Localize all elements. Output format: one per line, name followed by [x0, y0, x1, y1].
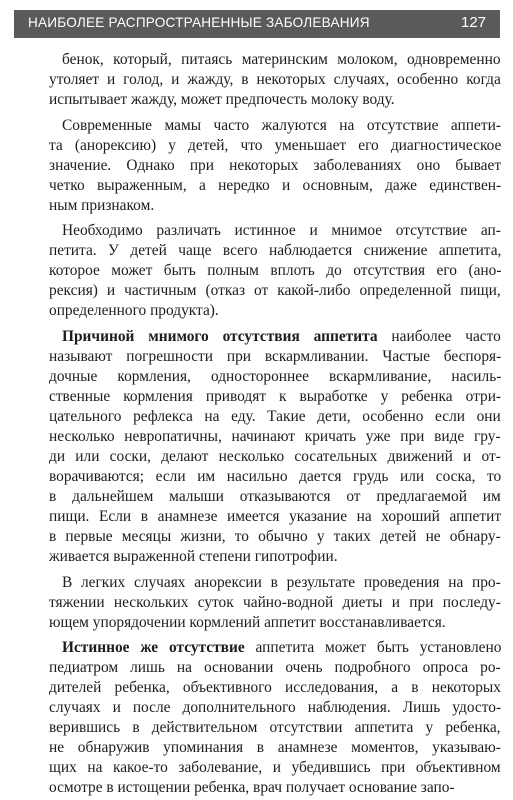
line-text: Современные мамы часто жалуются на отсутствие аппети- [62, 117, 501, 134]
text-line [49, 507, 501, 527]
line-text: ющем упорядочении кормлений аппетит восстанавливается. [49, 614, 446, 631]
text-line [49, 301, 219, 321]
text-line [49, 281, 501, 301]
text-line [49, 487, 501, 507]
text-line [62, 221, 501, 241]
text-line [49, 427, 501, 447]
line-text: утоляет и голод, и жажду, в некоторых случаях, особенно когда [49, 71, 501, 88]
line-text: ным признаком. [49, 197, 155, 214]
text-line [49, 447, 501, 467]
text-line [62, 116, 501, 136]
line-text: испытывает жажду, может предпочесть молоку воду. [49, 91, 395, 108]
text-line [49, 241, 501, 261]
line-text: случаях и после дополнительного наблюдения. Лишь удосто- [49, 699, 502, 716]
line-text: педиатром лишь на основании очень подробного опроса ро- [49, 659, 501, 676]
text-line [49, 678, 501, 698]
line-text: в дальнейшем малыши отказываются от предлагаемой им [49, 488, 501, 505]
text-line [49, 261, 501, 281]
line-text: определенного продукта). [49, 302, 219, 319]
text-line [49, 698, 501, 718]
line-text: рексия) и частичным (отказ от какой-либо определенной пищи, [49, 282, 501, 299]
text-line [49, 347, 501, 367]
line-text: цательного рефлекса на еду. Такие дети, особенно если они [49, 408, 501, 425]
text-line [49, 527, 501, 547]
text-line [49, 407, 501, 427]
text-line [49, 467, 501, 487]
text-line [49, 613, 446, 633]
text-line [49, 367, 501, 387]
text-line [49, 758, 501, 778]
line-text: которое может быть полным вплоть до отсутствия его (ано- [49, 262, 502, 279]
text-line [49, 176, 501, 196]
text-line [49, 718, 501, 738]
line-text: дителей ребенка, объективного исследования, а в некоторых [49, 679, 501, 696]
line-text: щих на какое-то заболевание, и убедившись при объективном [49, 759, 501, 776]
text-line [49, 196, 154, 216]
line-text: живается выраженной степени гипотрофии. [49, 548, 338, 565]
line-text: не обнаружив упоминания в анамнезе моментов, указываю- [49, 739, 501, 756]
line-text: дочные кормления, одностороннее вскармливание, насиль- [49, 368, 502, 385]
text-line [49, 90, 395, 110]
line-text: несколько невропатичны, начинают кричать уже при виде гру- [49, 428, 501, 445]
text-line [49, 658, 501, 678]
line-text: ственные кормления приводят к выработке у ребенка отри- [49, 388, 502, 405]
text-line [62, 327, 501, 347]
line-text: аппетита может быть установлено [244, 639, 502, 656]
line-text: называют погрешности при вскармливании. Частые беспоря- [49, 348, 502, 365]
text-line [62, 638, 501, 658]
text-line [49, 156, 501, 176]
section-title: НАИБОЛЕЕ РАСПРОСТРАНЕННЫЕ ЗАБОЛЕВАНИЯ [28, 15, 370, 30]
line-text: наиболее часто [377, 328, 501, 345]
text-line [49, 738, 501, 758]
line-text: осмотре в истощении ребенка, врач получает основание запо- [49, 779, 455, 796]
text-line [49, 547, 338, 567]
line-text: та (анорексию) у детей, что уменьшает его диагностическое [49, 137, 502, 154]
line-text: ди или соски, делают несколько сосательных движений и от- [49, 448, 501, 465]
line-text: в первые месяцы жизни, то обычно у таких детей не обнару- [49, 528, 501, 545]
text-line [49, 778, 455, 798]
line-text: значение. Однако при некоторых заболеваниях оно бывает [49, 157, 502, 174]
line-text: четко выраженным, а нередко и основным, даже единствен- [49, 177, 502, 194]
line-text: Необходимо различать истинное и мнимое отсутствие ап- [62, 222, 501, 239]
bold-term: Истинное же отсутствие [62, 639, 245, 656]
line-text: тяжении нескольких суток чайно-водной диеты и при последу- [49, 594, 501, 611]
text-line [62, 50, 501, 70]
line-text: петита. У детей чаще всего наблюдается снижение аппетита, [49, 242, 502, 259]
line-text: верившись в действительном отсутствии аппетита у ребенка, [49, 719, 501, 736]
line-text: пищи. Если в анамнезе имеется указание на хороший аппетит [49, 508, 502, 525]
text-line [49, 593, 501, 613]
line-text: В легких случаях анорексии в результате проведения на про- [62, 574, 501, 591]
text-line [49, 387, 501, 407]
text-line [49, 136, 501, 156]
page-number: 127 [461, 14, 487, 31]
bold-term: Причиной мнимого отсутствия аппетита [62, 328, 378, 345]
text-line [49, 70, 501, 90]
line-text: ворачиваются; если им насильно дается грудь или соска, то [49, 468, 502, 485]
line-text: бенок, который, питаясь материнским молоком, одновременно [62, 51, 501, 68]
text-line [62, 573, 501, 593]
